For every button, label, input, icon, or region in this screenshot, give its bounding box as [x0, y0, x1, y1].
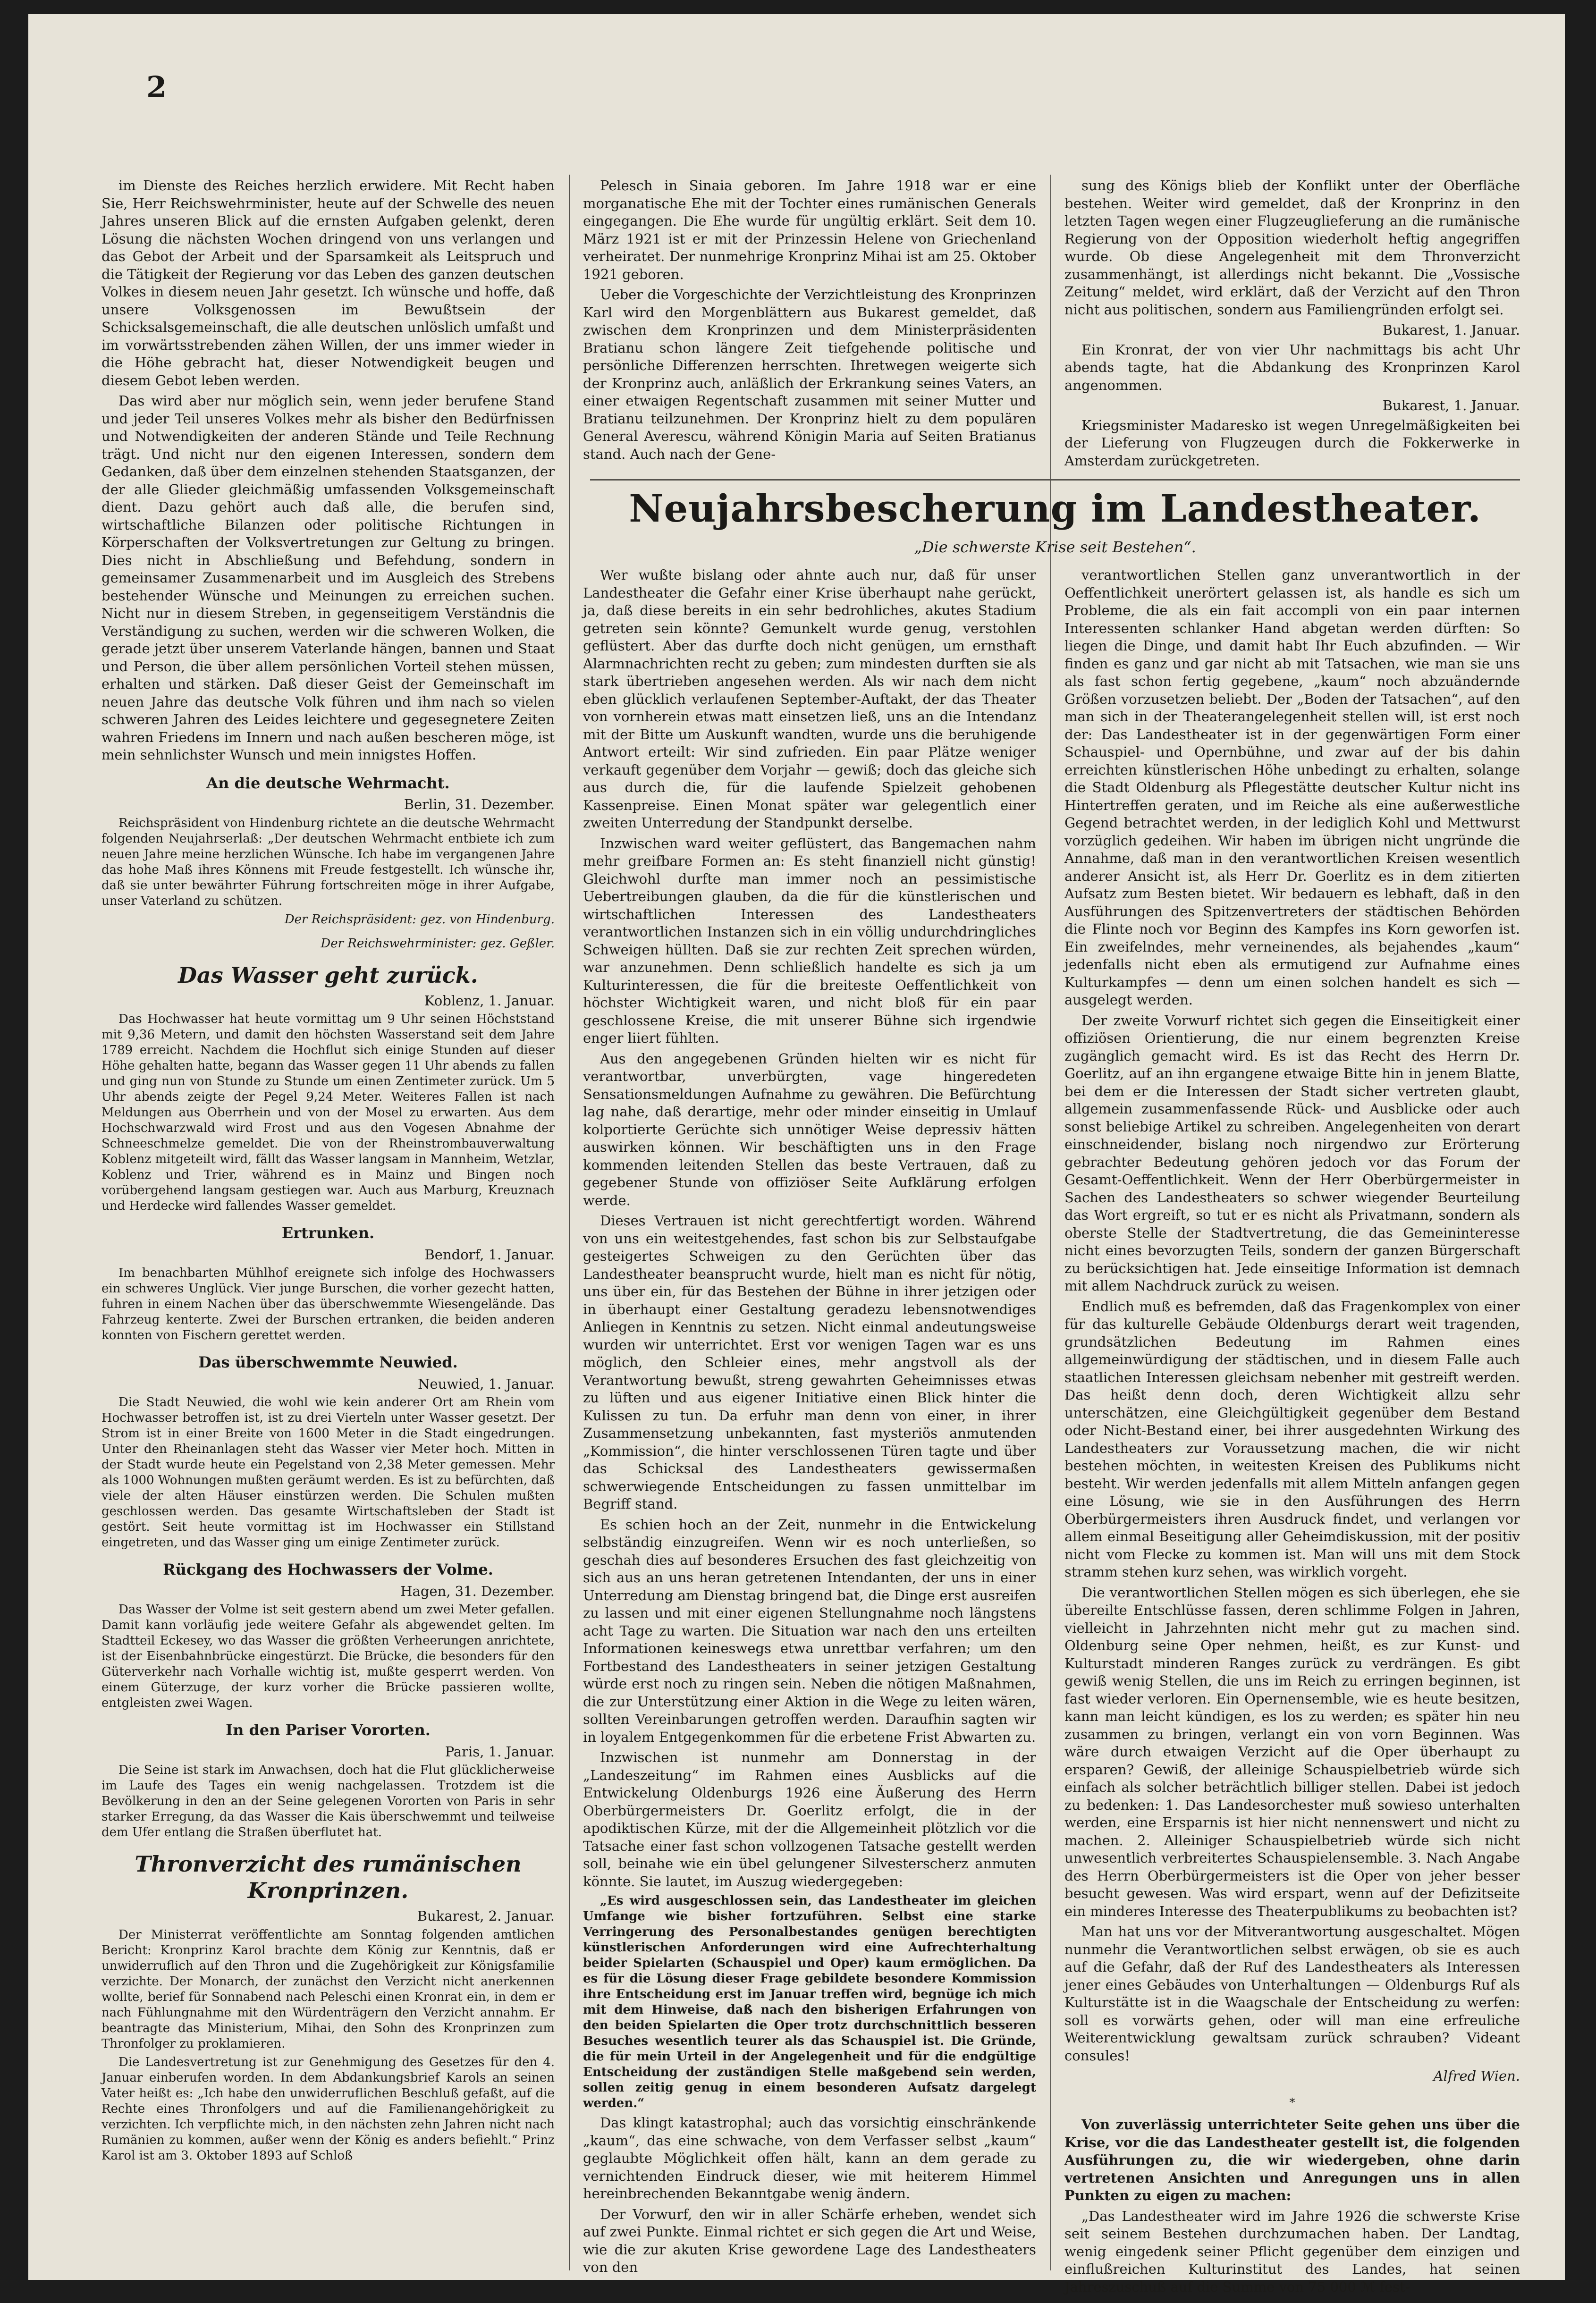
section-heading: Rückgang des Hochwassers der Volme.	[163, 1561, 493, 1578]
page-number: 2	[146, 70, 167, 104]
article-paragraph: Der zweite Vorwurf richtet sich gegen die Einseitigkeit einer offiziösen Orientierung, die nur einem begrenzten Kreise zugänglich gemacht wird. Es ist das Recht des Herrn Dr. Goerlitz, auf an ihn ergangene etwaige Bitte hin in jenem Blatte, bei dem er die Interessen der Stadt sicher vertreten glaubt, allgemein zusammenfassende Rück- und Ausblicke oder auch sonst beliebige Artikel zu schreiben. Angelegenheiten von derart einschneidender, bislang noch nirgendwo zur Erörterung gebrachter Bedeutung gehören jedoch vor das Forum der Gesamt-Oeffentlichkeit. Wenn der Herr Oberbürgermeister in Sachen des Landestheaters so schwer wiegender Beurteilung das Wort ergreift, so tut er es nicht als Privatmann, sondern als oberste Stelle der Stadtvertretung, die das Gemeininteresse nicht eines bevorzugten Teils, sondern der ganzen Bürgerschaft zu berücksichtigen hat. Jede einseitige Information ist demnach mit allem Nachdruck zurück zu weisen.	[1064, 1012, 1520, 1294]
article-paragraph: Das Hochwasser hat heute vormittag um 9 Uhr seinen Höchststand mit 9,36 Metern, und damit den höchsten Wasserstand seit dem Jahre 1789 erreicht. Nachdem die Hochflut sich einige Stunden auf dieser Höhe gehalten hatte, begann das Wasser gegen 11 Uhr abends zu fallen und ging nun von Stunde zu Stunde um einen Zentimeter zurück. Um 5 Uhr abends zeigte der Pegel 9,24 Meter. Weiteres Fallen ist nach Meldungen aus Oberrhein und von der Mosel zu erwarten. Aus dem Hochschwarzwald wird Frost und aus den Vogesen Abnahme der Schneeschmelze gemeldet. Die von der Rheinstrombauverwaltung Koblenz mitgeteilt wird, fällt das Wasser langsam in Mannheim, Wetzlar, Koblenz und Trier, während es in Mainz und Bingen noch vorübergehend langsam gestiegen war. Auch aus Marburg, Kreuznach und Herdecke wird fallendes Wasser gemeldet.	[101, 1012, 555, 1213]
headline-water: Das Wasser geht zurück.	[178, 962, 478, 988]
column-2-top	[583, 177, 1036, 484]
article-paragraph: Reichspräsident von Hindenburg richtete an die deutsche Wehrmacht folgenden Neujahrserlaß: „Der deutschen Wehrmacht entbiete ich zum neuen Jahre meine herzlichen Wünsche. Ich habe im vergangenen Jahre das hohe Maß ihres Könnens mit Freude festgestellt. Ich wünsche ihr, daß sie unter bewährter Führung fortschreiten möge in ihrer Aufgabe, unser Vaterland zu schützen.	[101, 816, 555, 908]
signature: Der Reichswehrminister: gez. Geßler.	[321, 936, 555, 951]
article-paragraph: Das wird aber nur möglich sein, wenn jeder berufene Stand und jeder Teil unseres Volkes mehr als bisher den Bedürfnissen und Notwendigkeiten der anderen Stände und Teile Rechnung trägt. Und nicht nur den eigenen Interessen, sondern dem Gedanken, daß über dem einzelnen stehenden Staatsganzen, der der alle Glieder gleichmäßig umfassenden Volksgemeinschaft dient. Dazu gehört auch daß alle, die berufen sind, wirtschaftliche Bilanzen oder politische Richtungen in Körperschaften der Volksvertretungen zur Geltung zu bringen. Dies nicht in Abschließung und Befehdung, sondern in gemeinsamer Zusammenarbeit und im Ausgleich des Strebens bestehender Wünsche und Meinungen zu erreichen suchen. Nicht nur in diesem Streben, in gegenseitigem Verständnis die Verständigung zu suchen, werden wir die schweren Wolken, die gerade jetzt über unserem Vaterlande hängen, bannen und Staat und Person, die über allem persönlichen Vorteil stehen müssen, erhalten und stärken. Daß dieser Geist der Gemeinschaft im neuen Jahre das deutsche Volk führen und ihm nach so vielen schweren Jahren des Leides leichtere und gegesegnetere Zeiten wahren Friedens im Innern und nach außen bescheren möge, ist mein sehnlichster Wunsch und mein innigstes Hoffen.	[101, 393, 555, 763]
column-2-lower	[583, 566, 1036, 2275]
article-paragraph: Es schien hoch an der Zeit, nunmehr in die Entwickelung selbständig einzugreifen. Wenn wir es noch unterließen, so geschah dies auf besonderes Ersuchen des fast gleichzeitig von sich aus an uns heran getretenen Intendanten, der uns in einer Unterredung am Dienstag bringend bat, die Dinge erst ausreifen zu lassen und mit einer eigenen Stellungnahme noch längstens acht Tage zu warten. Die Situation war nach den uns erteilten Informationen keineswegs etwa unrettbar verfahren; um den Fortbestand des Landestheaters in seiner jetzigen Gestaltung würde erst noch zu ringen sein. Neben die nötigen Maßnahmen, die zur Unterstützung einer Aktion in die Wege zu leiten wären, sollten Vereinbarungen getroffen werden. Daraufhin sagten wir in loyalem Entgegenkommen für die erbetene Frist Abwarten zu.	[583, 1516, 1036, 1745]
headline-throne: Thronverzicht des rumänischen Kronprinzen.	[135, 1851, 522, 1903]
article-paragraph: Inzwischen ward weiter geflüstert, das Bangemachen nahm mehr greifbare Formen an: Es steht finanziell nicht günstig! Gleichwohl durfte man immer noch an pessimistische Uebertreibungen glauben, da die für die künstlerischen und wirtschaftlichen Interessen des Landestheaters verantwortlichen Instanzen sich in ein völlig undurchdringliches Schweigen hüllten. Daß sie zur rechten Zeit sprechen würden, war anzunehmen. Denn schließlich handelte es sich ja um Kulturinteressen, die für die breiteste Oeffentlichkeit von höchster Wichtigkeit waren, und nicht bloß für ein paar geschlossene Kreise, die mit unserer Bühne sich irgendwie enger liiert fühlten.	[583, 835, 1036, 1046]
article-paragraph: Ueber die Vorgeschichte der Verzichtleistung des Kronprinzen Karl wird den Morgenblättern aus Bukarest gemeldet, daß zwischen dem Kronprinzen und dem Ministerpräsidenten Bratianu schon längere Zeit tiefgehende politische und persönliche Differenzen herrschten. Ihretwegen weigerte sich der Kronprinz auch, anläßlich der Erkrankung seines Vaters, an einer etwaigen Regentschaft zusammen mit seiner Mutter und Bratianu teilzunehmen. Der Kronprinz hielt zu dem populären General Averescu, während Königin Maria auf Seiten Bratianus stand. Auch nach der Gene-	[583, 287, 1036, 462]
column-rule-left	[569, 175, 570, 2270]
article-paragraph: Der Vorwurf, den wir in aller Schärfe erheben, wendet sich auf zwei Punkte. Einmal richtet er sich gegen die Art und Weise, wie die zur akuten Krise gewordene Lage des Landestheaters von den	[583, 2206, 1036, 2275]
dateline: Bukarest, 2. Januar.	[417, 1908, 555, 1924]
dateline: Neuwied, 1. Januar.	[418, 1375, 555, 1392]
dateline: Bukarest, 1. Januar.	[1382, 397, 1520, 413]
section-heading: An die deutsche Wehrmacht.	[206, 774, 450, 792]
quoted-statement: „Es wird ausgeschlossen sein, das Landestheater im gleichen Umfange wie bisher fortzuführen. Selbst eine starke Verringerung des Personalbestandes genügen berechtigten künstlerischen Anforderungen wird eine Aufrechterhaltung beider Spielarten (Schauspiel und Oper) kaum ermöglichen. Da es für die Lösung dieser Frage gebildete besondere Kommission ihre Entscheidung erst im Januar treffen wird, begnüge ich mich mit dem Hinweise, daß nach den bisherigen Erfahrungen von den beiden Spielarten die Oper trotz durchschnittlich besseren Besuches wesentlich teurer als das Schauspiel ist. Die Gründe, die für mein Urteil in der Angelegenheit und für die endgültige Entscheidung der zuständigen Stelle maßgebend sein werden, sollen zeitig genug in einem besonderen Aufsatz dargelegt werden.“	[583, 1894, 1036, 2110]
article-paragraph: „Das Landestheater wird im Jahre 1926 die schwerste Krise seit seinem Bestehen durchzumachen haben. Der Landtag, wenig eingedenk seiner Pflicht gegenüber dem einzigen und einflußreichen Kulturinstitut des Landes, hat seinen Jahreszuschuß auf die Summe von 75 000 ℳ fest-	[1064, 2208, 1520, 2295]
dateline: Bukarest, 1. Januar.	[1382, 322, 1520, 338]
section-heading: Das überschwemmte Neuwied.	[198, 1353, 458, 1371]
separator-star: *	[1289, 2095, 1295, 2109]
main-subheadline: „Die schwerste Krise seit Bestehen“.	[914, 538, 1196, 556]
article-paragraph: Kriegsminister Madaresko ist wegen Unregelmäßigkeiten bei der Lieferung von Flugzeugen durch die Fokkerwerke in Amsterdam zurückgetreten.	[1064, 417, 1520, 469]
dateline: Paris, 1. Januar.	[445, 1743, 555, 1760]
article-paragraph: Der Ministerrat veröffentlichte am Sonntag folgenden amtlichen Bericht: Kronprinz Karol brachte dem König zur Kenntnis, daß er unwiderruflich auf den Thron und die Zugehörigkeit zur Königsfamilie verzichte. Der Monarch, der zunächst den Verzicht nicht anerkennen wollte, berief für Sonnabend nach Peleschi einen Kronrat ein, in dem er nach Fühlungnahme mit den Würdenträgern den Verzicht annahm. Er beantragte das Ministerium, Mihai, den Sohn des Kronprinzen zum Thronfolger zu proklamieren.	[101, 1927, 555, 2051]
headline-rule	[590, 479, 1520, 481]
main-headline: Neujahrsbescherung im Landestheater.	[629, 486, 1481, 531]
signature: Der Reichspräsident: gez. von Hindenburg.	[284, 912, 555, 927]
article-paragraph: Die Landesvertretung ist zur Genehmigung des Gesetzes für den 4. Januar einberufen worden. In dem Abdankungsbrief Karols an seinen Vater heißt es: „Ich habe den unwiderruflichen Beschluß gefaßt, auf die Rechte eines Thronfolgers und auf die Familienangehörigkeit zu verzichten. Ich verpflichte mich, in den nächsten zehn Jahren nicht nach Rumänien zu kommen, außer wenn der König es anders befiehlt.“ Prinz Karol ist am 3. Oktober 1893 auf Schloß	[101, 2055, 555, 2163]
author-signature: Alfred Wien.	[1433, 2068, 1520, 2084]
article-paragraph: Die verantwortlichen Stellen mögen es sich überlegen, ehe sie übereilte Entschlüsse fassen, deren schlimme Folgen in Jahren, vielleicht in Jahrzehnten nicht mehr gut zu machen sind. Oldenburg seine Oper nehmen, heißt, es zur Kunst- und Kulturstadt minderen Ranges zurück zu verdrängen. Es gibt gewiß wenig Stellen, die uns im Reich zu erringen beginnen, ist fast wieder verloren. Ein Opernensemble, wie es heute besitzen, kann man leicht kündigen, es los zu werden; es später hin neu zusammen zu bringen, verlangt ein von vorn Beginnen. Was wäre durch etwaigen Verzicht auf die Oper überhaupt zu ersparen? Gewiß, der alleinige Schauspielbetrieb würde sich einfach als solcher beträchtlich billiger stellen. Dabei ist jedoch zu bedenken: 1. Das Landesorchester muß sowieso unterhalten werden, eine Ersparnis ist hier nicht nennenswert und nicht zu machen. 2. Alleiniger Schauspielbetrieb würde sich nicht unwesentlich verbreitertes Schauspielensemble. 3. Nach Angabe des Herrn Oberbürgermeisters ist die Oper von jeher besser besucht gewesen. Was wird erspart, wenn auf der Defizitseite ein minderes Interesse des Theaterpublikums zu beobachten ist?	[1064, 1584, 1520, 1919]
article-paragraph: Die Stadt Neuwied, die wohl wie kein anderer Ort am Rhein vom Hochwasser betroffen ist, ist zu drei Vierteln unter Wasser gesetzt. Der Strom ist in einer Breite von 1600 Meter in die Stadt eingedrungen. Unter den Rheinanlagen steht das Wasser vier Meter hoch. Mitten in der Stadt wurde heute ein Pegelstand von 2,38 Meter gemessen. Mehr als 1000 Wohnungen mußten geräumt werden. Es ist zu befürchten, daß viele der alten Häuser einstürzen werden. Die Schulen mußten geschlossen werden. Das gesamte Wirtschaftsleben der Stadt ist gestört. Seit heute vormittag ist im Hochwasser ein Stillstand eingetreten, und das Wasser ging um einige Zentimeter zurück.	[101, 1395, 555, 1550]
column-3-top	[1064, 177, 1520, 484]
article-paragraph: Im benachbarten Mühlhof ereignete sich infolge des Hochwassers ein schweres Unglück. Vier junge Burschen, die vorher gezecht hatten, fuhren in einem Nachen über das überschwemmte Wiesengelände. Das Fahrzeug kenterte. Zwei der Burschen ertranken, die beiden anderen konnten von Fischern gerettet werden.	[101, 1266, 555, 1342]
dateline: Bendorf, 1. Januar.	[424, 1246, 555, 1263]
section-heading: In den Pariser Vororten.	[226, 1721, 431, 1739]
article-paragraph: Das Wasser der Volme ist seit gestern abend um zwei Meter gefallen. Damit kann vorläufig jede weitere Gefahr als abgewendet gelten. Im Stadtteil Eckesey, wo das Wasser die größten Verheerungen anrichtete, ist der Eisenbahnbrücke eingestürzt. Die Brücke, die besonders für den Güterverkehr nach Vorhalle wichtig ist, mußte gesperrt werden. Von einem Güterzuge, der kurz vorher die Brücke passieren wollte, entgleisten zwei Wagen.	[101, 1603, 555, 1710]
article-paragraph: Man hat uns vor der Mitverantwortung ausgeschaltet. Mögen nunmehr die Verantwortlichen selbst erwägen, ob sie es auch auf die Gefahr, daß der Ruf des Landestheaters als Interessen jener eines Gebäudes von Unterhaltungen — Oldenburgs Ruf als Kulturstätte ist in die Waagschale der Entscheidung zu werfen: soll es vorwärts gehen, oder will man eine erfreuliche Weiterentwicklung gewaltsam zurück schrauben? Videant consules!	[1064, 1923, 1520, 2064]
article-paragraph: Wer wußte bislang oder ahnte auch nur, daß für unser Landestheater die Gefahr einer Krise überhaupt nahe gerückt, ja, daß diese bereits in ein sehr bedrohliches, akutes Stadium getreten sein könnte? Gemunkelt wurde genug, verstohlen geflüstert. Aber das durfte doch nicht genügen, um ernsthaft Alarmnachrichten recht zu geben; zum mindesten durften sie als stark übertrieben angesehen werden. Als wir nach dem nicht eben glücklich verlaufenen September-Auftakt, der das Theater von vornherein etwas matt einsetzen ließ, uns an die Intendanz mit der Bitte um Auskunft wandten, wurde uns die beruhigende Antwort erteilt: Wir sind zufrieden. Ein paar Plätze weniger verkauft gegenüber dem Vorjahr — gewiß; doch das gleiche sich aus durch die, für die laufende Spielzeit gehobenen Kassenpreise. Einen Monat später war gelegentlich einer zweiten Unterredung der Standpunkt derselbe.	[583, 567, 1036, 831]
dateline: Hagen, 31. Dezember.	[400, 1583, 555, 1599]
dateline: Berlin, 31. Dezember.	[404, 796, 555, 812]
article-paragraph: Inzwischen ist nunmehr am Donnerstag in der „Landeszeitung“ im Rahmen eines Ausblicks auf die Entwickelung Oldenburgs 1926 eine Äußerung des Herrn Oberbürgermeisters Dr. Goerlitz erfolgt, die in der apodiktischen Kürze, mit der die Allgemeinheit plötzlich vor die Tatsache einer fast schon vollzogenen Tatsache gestellt werden soll, beinahe wie ein übel gelungener Silvesterscherz anmuten könnte. Sie lautet, im Auszug wiedergegeben:	[583, 1749, 1036, 1890]
column-1	[101, 177, 555, 2268]
newspaper-page	[28, 14, 1565, 2295]
article-paragraph: Von zuverlässig unterrichteter Seite gehen uns über die Krise, vor die das Landestheater gestellt ist, die folgenden Ausführungen zu, die wir wiedergeben, ohne darin vertretenen Ansichten und Anregungen uns in allen Punkten zu eigen zu machen:	[1064, 2117, 1520, 2203]
article-paragraph: sung des Königs blieb der Konflikt unter der Oberfläche bestehen. Weiter wird gemeldet, daß der Kronprinz in den letzten Tagen wegen einer Flugzeuglieferung an die rumänische Regierung von der Opposition wiederholt heftig angegriffen wurde. Ob diese Angelegenheit mit dem Thronverzicht zusammenhängt, ist allerdings nicht bekannt. Die „Vossische Zeitung“ meldet, wird erklärt, daß der Verzicht auf den Thron nicht aus politischen, sondern aus Familiengründen erfolgt sei.	[1064, 177, 1520, 318]
article-paragraph: Die Seine ist stark im Anwachsen, doch hat die Flut glücklicherweise im Laufe des Tages ein wenig nachgelassen. Trotzdem ist die Bevölkerung in den an der Seine gelegenen Vororten von Paris in sehr starker Erregung, da das Wasser die Kais überschwemmt und teilweise dem Ufer entlang die Straßen überflutet hat.	[101, 1763, 555, 1839]
article-paragraph: Das klingt katastrophal; auch das vorsichtig einschränkende „kaum“, das eine schwache, von dem Verfasser selbst „kaum“ geglaubte Möglichkeit offen hält, kann an dem gerade zu vernichtenden Eindruck dieser, wie mit heiterem Himmel hereinbrechenden Bekanntgabe wenig ändern.	[583, 2115, 1036, 2202]
article-paragraph: Aus den angegebenen Gründen hielten wir es nicht für verantwortbar, unverbürgten, vage hingeredeten Sensationsmeldungen Aufnahme zu gewähren. Die Befürchtung lag nahe, daß derartige, mehr oder minder einseitig in Umlauf kolportierte Gerüchte sich unnötiger Weise depressiv hätten auswirken können. Wir beschäftigten uns in den Frage kommenden leitenden Stellen das beste Vertrauen, daß zu gegebener Stunde von offiziöser Seite Aufklärung erfolgen werde.	[583, 1050, 1036, 1208]
section-heading: Ertrunken.	[281, 1224, 375, 1242]
article-paragraph: Pelesch in Sinaia geboren. Im Jahre 1918 war er eine morganatische Ehe mit der Tochter eines rumänischen Generals eingegangen. Die Ehe wurde für ungültig erklärt. Seit dem 10. März 1921 ist er mit der Prinzessin Helene von Griechenland verheiratet. Der nunmehrige Kronprinz Mihai ist am 25. Oktober 1921 geboren.	[583, 177, 1036, 282]
dateline: Koblenz, 1. Januar.	[424, 992, 555, 1009]
article-paragraph: im Dienste des Reiches herzlich erwidere. Mit Recht haben Sie, Herr Reichswehrminister, heute auf der Schwelle des neuen Jahres unseren Blick auf die ernsten Aufgaben gelenkt, deren Lösung die nächsten Wochen dringend von uns verlangen und das Gebot der Arbeit und der Sparsamkeit als Leitspruch und die Tätigkeit der Regierung vor das Leben des ganzen deutschen Volkes in diesem neuen Jahr gesetzt. Ich wünsche und hoffe, daß unsere Volksgenossen im Bewußtsein der Schicksalsgemeinschaft, die alle deutschen unlöslich umfaßt und im vorwärtsstrebenden zähen Willen, der uns immer wieder in die Höhe gebracht hat, dieser Notwendigkeit beugen und diesem Gebot leben werden.	[101, 177, 555, 388]
column-3-lower	[1064, 566, 1520, 2295]
article-paragraph: Endlich muß es befremden, daß das Fragenkomplex von einer für das kulturelle Gebäude Oldenburgs derart weit tragenden, grundsätzlichen Bedeutung im Rahmen eines allgemeinwürdigung der städtischen, und in diesem Falle auch staatlichen Interessen gleichsam nebenher mit gestreift werden. Das heißt denn doch, deren Wichtigkeit allzu sehr unterschätzen, eine Gleichgültigkeit gegenüber dem Bestand oder Nicht-Bestand einer, bei ihrer ausgedehnten Wirkung des Landestheaters zur Voraussetzung machen, die wir nicht bestehen möchten, in weitesten Kreisen des Publikums nicht besteht. Wir werden jedenfalls mit allem Mitteln anfangen gegen eine Lösung, wie sie in den Ausführungen des Herrn Oberbürgermeisters ihren Ausdruck findet, und verlangen vor allem einmal Beseitigung aller Geheimdiskussion, mit der positiv nicht vom Flecke zu kommen ist. Man will uns mit dem Stock stramm stehen kurz sehen, was wirklich vorgeht.	[1064, 1298, 1520, 1580]
article-paragraph: Dieses Vertrauen ist nicht gerechtfertigt worden. Während von uns ein weitestgehendes, fast schon bis zur Selbstaufgabe gesteigertes Schweigen zu den Gerüchten über das Landestheater beansprucht wurde, hielt man es nicht für nötig, uns über ein, für das Bestehen der Bühne in ihrer jetzigen oder in überhaupt einer Gestaltung geradezu lebensnotwendiges Anliegen in Kenntnis zu setzen. Nicht einmal andeutungsweise wurden wir unterrichtet. Erst vor wenigen Tagen war es uns möglich, den Schleier eines, mehr angstvoll als der Verantwortung bewußt, streng gewahrten Geheimnisses etwas zu lüften und aus eigener Initiative einen Blick hinter die Kulissen zu tun. Da erfuhr man denn von einer, in ihrer Zusammensetzung unbekannten, fast mysteriös anmutenden „Kommission“, die hinter verschlossenen Türen tagte und über das Schicksal des Landestheaters gewissermaßen schwerwiegende Entscheidungen zu fassen unmittelbar im Begriff stand.	[583, 1213, 1036, 1512]
article-paragraph: Ein Kronrat, der von vier Uhr nachmittags bis acht Uhr abends tagte, hat die Abdankung des Kronprinzen Karol angenommen.	[1064, 341, 1520, 393]
article-paragraph: verantwortlichen Stellen ganz unverantwortlich in der Oeffentlichkeit unerörtert gelassen ist, als handle es sich um Probleme, die als ein fait accompli von ein paar internen Interessenten schlanker Hand abgetan werden dürften: So liegen die Dinge, und damit habt Ihr Euch abzufinden. — Wir finden es ganz und gar nicht ab mit Tatsachen, wie man sie uns als fast schon fertig gegebene, „kaum“ noch abzuändernde Größen vorzusetzen beliebt. Der „Boden der Tatsachen“, auf den man sich in der Theaterangelegenheit stellen will, ist erst noch der: Das Landestheater ist in der gegenwärtigen Form einer Schauspiel- und Opernbühne, und zwar auf der bis dahin erreichten künstlerischen Höhe unbedingt zu erhalten, solange die Stadt Oldenburg als Pflegestätte deutscher Kultur nicht ins Hintertreffen geraten, und im Reiche als eine außerwestliche Gegend betrachtet werden, in der lediglich Kohl und Mettwurst vorzüglich gedeihen. Wir haben im übrigen nicht ungründe die Annahme, daß man in den verantwortlichen Kreisen wesentlich anderer Ansicht ist, als Herr Dr. Goerlitz es in dem zitierten Aufsatz zum Besten bietet. Wir bedauern es lebhaft, daß in den Ausführungen des Spitzenvertreters der städtischen Behörden die Flinte noch vor Beginn des Kampfes ins Korn geworfen ist. Ein zweifelndes, mehr verneinendes, als bejahendes „kaum“ jedenfalls nicht eben als ermutigend zur Aufnahme eines Kulturkampfes — denn um einen solchen handelt es sich — ausgelegt werden.	[1064, 567, 1520, 1008]
